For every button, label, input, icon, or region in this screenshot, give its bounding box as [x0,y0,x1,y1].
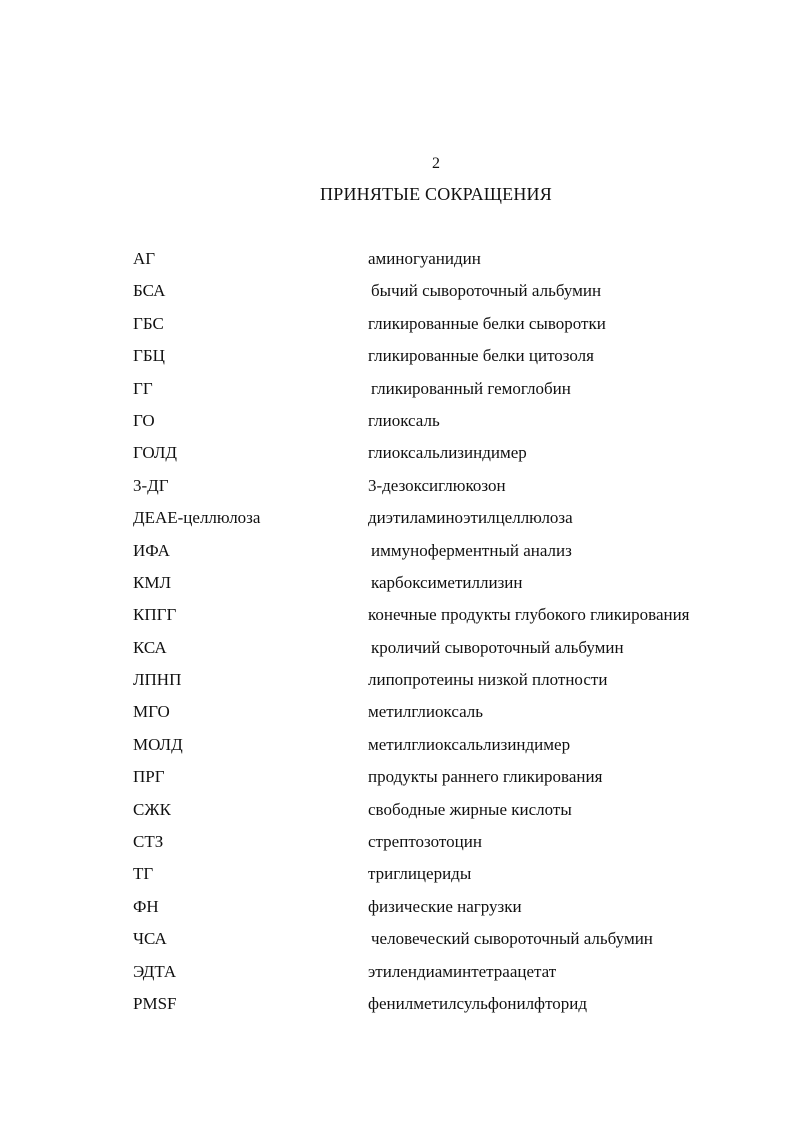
abbreviation-definition: кроличий сывороточный альбумин [371,637,624,657]
abbreviation-term: КСА [133,637,167,657]
abbreviation-row [133,799,753,831]
abbreviation-definition: гликированный гемоглобин [371,378,571,398]
abbreviation-definition: фенилметилсульфонилфторид [368,993,588,1013]
abbreviation-row [133,345,753,377]
abbreviation-row [133,378,753,410]
abbreviation-row [133,863,753,895]
abbreviation-term: ГБЦ [133,346,165,366]
abbreviation-term: АГ [133,249,156,268]
abbreviation-row [133,442,753,474]
abbreviation-row [133,572,753,604]
abbreviation-definition: этилендиаминтетраацетат [368,961,557,981]
abbreviation-row [133,701,753,733]
abbreviation-definition: диэтиламиноэтилцеллюлоза [368,508,573,528]
abbreviation-definition: метилглиоксаль [368,702,484,722]
page-title: ПРИНЯТЫЕ СОКРАЩЕНИЯ [320,184,552,204]
abbreviation-term: СЖК [133,799,171,819]
abbreviation-definition: гликированные белки цитозоля [368,346,594,366]
abbreviation-definition: глиоксаль [368,410,440,430]
abbreviation-term: ГБС [133,313,164,333]
abbreviation-definition: продукты раннего гликирования [368,767,603,787]
abbreviation-row [133,669,753,701]
abbreviation-term: ИФА [133,540,170,560]
abbreviation-row [133,734,753,766]
abbreviation-definition: физические нагрузки [368,896,522,916]
abbreviation-row [133,248,753,280]
abbreviation-definition: глиоксальлизиндимер [368,443,527,463]
abbreviation-definition: аминогуанидин [368,249,481,268]
abbreviation-definition: стрептозотоцин [368,832,482,852]
abbreviation-term: ФН [133,896,159,916]
abbreviation-term: ГГ [133,378,153,398]
abbreviation-definition: иммуноферментный анализ [371,540,572,560]
abbreviation-definition: бычий сывороточный альбумин [371,281,602,301]
page-number: 2 [432,155,440,172]
abbreviation-term: ЧСА [133,929,167,949]
abbreviation-definition: 3-дезоксиглюкозон [368,475,506,495]
abbreviation-row [133,831,753,863]
abbreviation-term: ПРГ [133,767,165,787]
abbreviation-row [133,313,753,345]
abbreviation-definition: карбоксиметиллизин [371,572,523,592]
abbreviation-term: БСА [133,281,166,301]
abbreviation-row [133,766,753,798]
abbreviation-term: МОЛД [133,734,183,754]
abbreviation-term: КМЛ [133,572,171,592]
abbreviation-term: МГО [133,702,170,722]
abbreviation-row [133,475,753,507]
abbreviation-term: ДЕАЕ-целлюлоза [133,508,261,528]
abbreviation-row [133,280,753,312]
abbreviation-term: ГОЛД [133,443,177,463]
abbreviation-term: СТЗ [133,832,164,852]
abbreviation-term: 3-ДГ [133,475,169,495]
abbreviation-row [133,961,753,993]
abbreviation-row [133,410,753,442]
abbreviation-term: ТГ [133,864,154,884]
abbreviation-term: PMSF [133,993,177,1013]
abbreviation-definition: человеческий сывороточный альбумин [371,929,653,949]
abbreviation-row [133,540,753,572]
abbreviation-term: КПГГ [133,605,177,625]
abbreviation-row [133,896,753,928]
abbreviation-row [133,637,753,669]
abbreviation-list [133,248,753,1025]
abbreviation-row [133,604,753,636]
abbreviation-term: ЛПНП [133,670,182,690]
abbreviation-row [133,507,753,539]
abbreviation-row [133,928,753,960]
abbreviation-term: ГО [133,410,155,430]
abbreviation-definition: липопротеины низкой плотности [368,670,608,690]
abbreviation-row [133,993,753,1025]
abbreviation-definition: метилглиоксальлизиндимер [368,734,571,754]
abbreviation-definition: свободные жирные кислоты [368,799,572,819]
abbreviation-definition: конечные продукты глубокого гликирования [368,605,690,625]
abbreviation-definition: триглицериды [368,864,472,884]
abbreviation-definition: гликированные белки сыворотки [368,313,606,333]
abbreviation-term: ЭДТА [133,961,177,981]
